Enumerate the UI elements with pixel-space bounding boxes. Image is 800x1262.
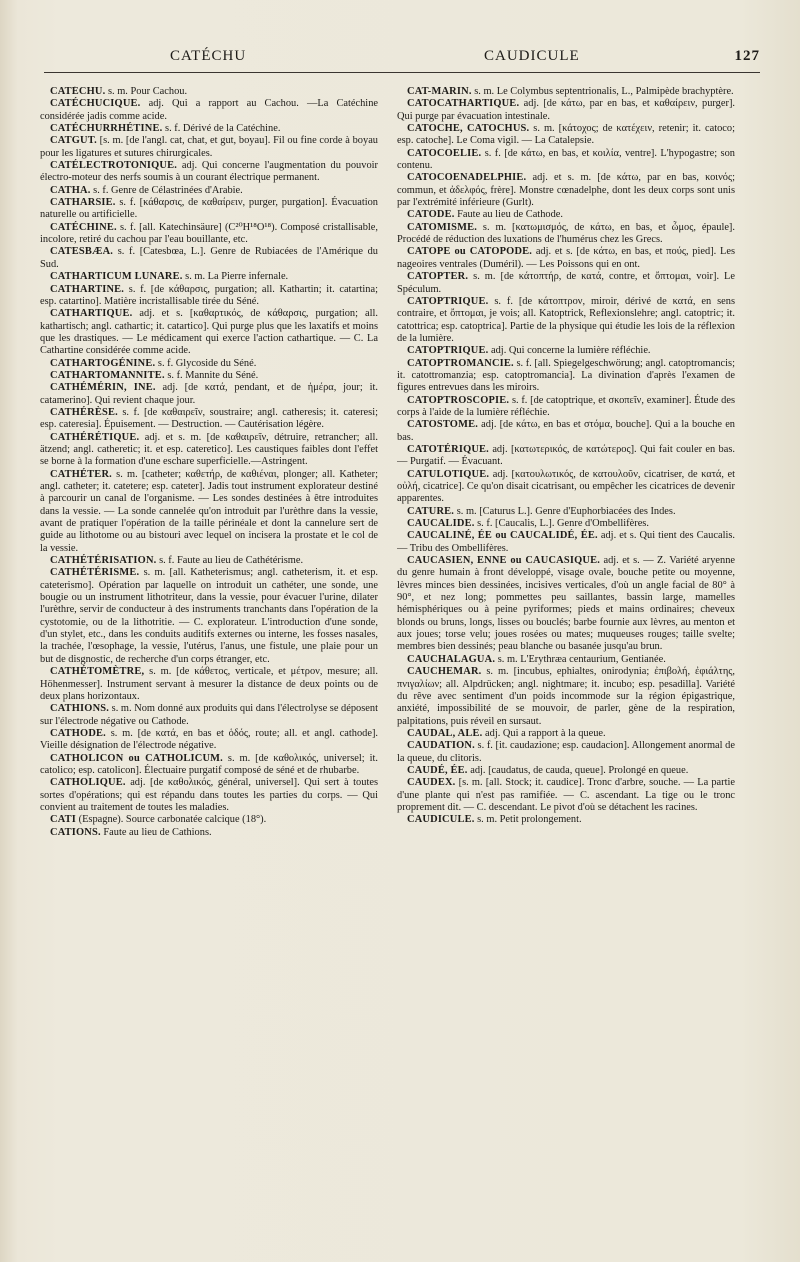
dictionary-entry	[40, 728, 378, 753]
entry-definition: adj. [de καθολικός, général, universel]. Qui sert à toutes sortes d'opérations; qui est répandu dans toutes les parties du corps. — Qui convient au traitement de toutes les maladies.	[40, 777, 378, 813]
dictionary-entry	[397, 86, 735, 98]
entry-definition: s. m. [de κάτοπτήρ, de κατά, contre, et ὄπτομαι, voir]. Le Spéculum.	[397, 271, 735, 295]
dictionary-entry	[40, 160, 378, 185]
entry-definition: (Espagne). Source carbonatée calcique (18°).	[76, 814, 267, 826]
entry-definition: s. m. [catheter; καθετήρ, de καθιέναι, plonger; all. Katheter; angl. catheter; it. catetere; esp. cateter]. Jadis tout instrument explorateur destiné à parcourir un canal de l'organisme. — Les sondes destinées à être introduites dans la vessie. — La sonde cannelée qu'on introduit par l'urèthre dans la vessie, avant de pratiquer l'opération de la taille périnéale et dont la cannelure sert de guide au lithotome ou au bistouri avec lequel on incisera la prostate et le col de la vessie.	[40, 468, 378, 554]
dictionary-entry	[397, 654, 735, 666]
entry-definition: s. f. Faute au lieu de Cathétérisme.	[156, 555, 304, 567]
entry-headword: CATESBÆA.	[50, 246, 114, 258]
dictionary-entry	[40, 370, 378, 382]
entry-definition: s. m. Pour Cachou.	[105, 86, 188, 97]
dictionary-entry	[40, 98, 378, 123]
dictionary-entry	[40, 185, 378, 197]
entry-definition: adj. et s. [de κάτω, en bas, et πούς, pied]. Les nageoires ventrales (Duméril). — Les Poissons qui en ont.	[397, 246, 735, 270]
entry-headword: CATOMISME.	[407, 221, 478, 233]
dictionary-entry	[397, 506, 735, 518]
dictionary-entry	[40, 666, 378, 703]
entry-headword: CATHA.	[50, 184, 91, 196]
dictionary-entry	[397, 345, 735, 357]
entry-headword: CATOSTOME.	[407, 419, 478, 431]
entry-definition: s. f. [it. caudazione; esp. caudacion]. Allongement anormal de la queue, du clitoris.	[397, 740, 735, 764]
entry-definition: s. f. Dérivé de la Catéchine.	[162, 123, 281, 135]
dictionary-entry	[397, 666, 735, 728]
dictionary-entry	[397, 222, 735, 247]
entry-definition: s. m. [κάτοχος; de κατέχειν, retenir; it. catoco; esp. catoche]. Le Coma vigil. — La Catalepsie.	[397, 123, 735, 147]
dictionary-entry	[40, 86, 378, 98]
dictionary-entry	[397, 777, 735, 814]
dictionary-entry	[40, 814, 378, 826]
entry-headword: CAUCALIDE.	[407, 518, 475, 530]
entry-definition: adj. [caudatus, de cauda, queue]. Prolongé en queue.	[467, 764, 689, 776]
entry-definition: adj. Qui concerne la lumière réfléchie.	[488, 345, 651, 357]
entry-definition: adj. et s. m. [de κάτω, par en bas, κοινός; commun, et ἀδελφός, frère]. Monstre cœnadelphe, dont les deux corps sont unis par l'extrémité inférieure (Gurlt).	[397, 172, 735, 209]
entry-definition: Faute au lieu de Cathions.	[100, 826, 212, 838]
left-column	[40, 86, 378, 1166]
entry-headword: CAUCHEMAR.	[407, 666, 482, 678]
dictionary-entry	[397, 98, 735, 123]
entry-definition: s. f. [de κάθαρσις, purgation; all. Kathartin; it. catartina; esp. catartino]. Matière incristallisable tirée du Séné.	[40, 283, 378, 307]
entry-definition: s. m. [κατωμισμός, de κάτω, en bas, et ὦμος, épaule]. Procédé de réduction des luxations de l'humérus chez les Grecs.	[397, 221, 735, 246]
entry-headword: CAT-MARIN.	[407, 86, 472, 97]
dictionary-entry	[397, 740, 735, 765]
entry-headword: CAUCALINÉ, ÉE ou CAUCALIDÉ, ÉE.	[407, 530, 598, 542]
running-header	[44, 42, 760, 73]
entry-headword: CATOCOELIE.	[407, 147, 482, 159]
entry-headword: CATI	[50, 814, 77, 826]
entry-definition: s. m. Nom donné aux produits qui dans l'électrolyse se déposent sur l'électrode négative ou Cathode.	[40, 703, 378, 727]
dictionary-entry	[40, 135, 378, 160]
entry-definition: s. f. [de κάτοπτρον, miroir, dérivé de κατά, en sens contraire, et ὄπτομαι, je vois; all. Katoptrick, Reflexionslehre; angl. catoptric; it. catottrica; esp. catoptrica]. Partie de la physique qui étudie les lois de la réflexion de la lumière.	[397, 295, 735, 344]
dictionary-entry	[397, 814, 735, 826]
entry-headword: CATOPTER.	[407, 271, 469, 283]
entry-definition: [s. m. [de l'angl. cat, chat, et gut, boyau]. Fil ou fine corde à boyau pour les ligatures et sutures chirurgicales.	[40, 135, 378, 159]
dictionary-entry	[40, 407, 378, 432]
entry-headword: CAUCASIEN, ENNE ou CAUCASIQUE.	[407, 555, 601, 567]
entry-definition: adj. et s. — Z. Variété aryenne du genre humain à front développé, visage ovale, bouche petite ou moyenne, lèvres minces bien dessinées, incisives verticales, d'où un angle facial de 80° à 90°, et nez long; pommettes peu saillantes, bassin large, mamelles hémisphériques ou à peine pyriformes; pieds et mains ordinaires; cheveux blonds ou bruns, longs, lisses ou bouclés; barbe fournie aux lèvres, au menton et aux joues; torse velu; joues rosées ou mates; muqueuses rouges; taille svelte; membres bien dessinés; peau blanche ou basanée jusqu'au brun.	[397, 555, 735, 653]
entry-headword: CATHARTOMANNITE.	[50, 369, 165, 381]
entry-definition: s. f. [all. Spiegelgeschwörung; angl. catoptromancis; it. catottromanzia; esp. catoptromancia]. La divination d'après l'examen de figures entrevues dans les miroirs.	[397, 357, 735, 394]
dictionary-entry	[40, 123, 378, 135]
entry-headword: CATOCHE, CATOCHUS.	[407, 123, 530, 135]
entry-headword: CATHARSIE.	[50, 197, 116, 209]
dictionary-entry	[40, 777, 378, 814]
entry-headword: CATHÉTER.	[50, 468, 112, 480]
entry-definition: s. m. [de καθολικός, universel; it. catolico; esp. catolicon]. Électuaire purgatif composé de séné et de rhubarbe.	[40, 752, 378, 776]
dictionary-entry	[40, 284, 378, 309]
entry-headword: CATOCOENADELPHIE.	[407, 172, 527, 184]
entry-definition: adj. et s. [καθαρτικός, de κάθαρσις, purgation; all. kathartisch; angl. cathartic; it. catartico]. Qui purge plus que les laxatifs et moins que les drastiques. — Le médicament qui exerce l'action cathartique. — C. La Cathartine considérée comme acide.	[40, 308, 378, 357]
entry-definition: s. m. [de κάθετος, verticale, et μέτρον, mesure; all. Höhenmesser]. Instrument servant à mesurer la distance de deux points ou de deux plans horizontaux.	[40, 666, 378, 702]
entry-definition: adj. Qui a rapport au Cachou. —La Catéchine considérée jadis comme acide.	[40, 98, 378, 122]
entry-definition: s. f. [Catesbœa, L.]. Genre de Rubiacées de l'Amérique du Sud.	[40, 246, 378, 270]
entry-headword: CATULOTIQUE.	[407, 468, 490, 480]
entry-definition: s. f. [de καθαιρεῖν, soustraire; angl. catheresis; it. cateresi; esp. cateresia]. Épuisement. — Destruction. — Cautérisation légère.	[40, 406, 378, 431]
dictionary-entry	[40, 567, 378, 666]
entry-definition: s. f. [de κάτω, en bas, et κοιλία, ventre]. L'hypogastre; son contenu.	[397, 147, 735, 172]
entry-definition: adj. [de κάτω, en bas et στόμα, bouche]. Qui a la bouche en bas.	[397, 419, 735, 443]
entry-headword: CAUDATION.	[407, 740, 475, 752]
header-first-entry: CATÉCHU	[170, 48, 247, 64]
entry-headword: CATURE.	[407, 505, 455, 517]
entry-headword: CATÉCHUCIQUE.	[50, 98, 141, 110]
entry-definition: adj. et s. Qui tient des Caucalis. — Tribu des Ombellifères.	[397, 530, 735, 554]
entry-headword: CATOPTROMANCIE.	[407, 357, 514, 369]
entry-headword: CATHARTIQUE.	[50, 308, 133, 320]
entry-headword: CATOPTROSCOPIE.	[407, 394, 510, 406]
entry-headword: CATOPTRIQUE.	[407, 345, 489, 357]
entry-headword: CATODE.	[407, 209, 455, 221]
entry-headword: CATHARTOGÉNINE.	[50, 357, 156, 369]
right-column	[397, 86, 735, 1166]
dictionary-entry	[40, 308, 378, 357]
dictionary-entry	[40, 246, 378, 271]
entry-definition: s. m. [incubus, ephialtes, onirodynia; ἐπιβολή, ἐφιάλτης, πνιγαλίων; all. Alpdrücken; angl. nightmare; it. incubo; esp. pesadilla]. Variété du rêve avec sentiment d'un poids incommode sur la région épigastrique, anxiété, impossibilité de se mouvoir, de parler, gène de la respiration, palpitations, puis réveil en sursaut.	[397, 666, 735, 727]
entry-headword: CATHÉRÈSE.	[50, 406, 118, 418]
entry-headword: CATHOLICON ou CATHOLICUM.	[50, 752, 223, 764]
entry-definition: adj. [de κάτω, par en bas, et καθαίρειν, purger]. Qui purge par évacuation intestinale.	[397, 98, 735, 122]
entry-headword: CAUCHALAGUA.	[407, 653, 496, 665]
dictionary-entry	[397, 469, 735, 506]
dictionary-entry	[40, 358, 378, 370]
entry-definition: s. f. [de catoptrique, et σκοπεῖν, examiner]. Étude des corps à l'aide de la lumière réfléchie.	[397, 394, 735, 418]
entry-headword: CATÉCHURRHÉTINE.	[50, 123, 163, 135]
entry-headword: CATHÉTÉRISATION.	[50, 555, 157, 567]
entry-headword: CATHODE.	[50, 727, 106, 739]
dictionary-entry	[397, 518, 735, 530]
entry-definition: adj. et s. m. [de καθαιρεῖν, détruire, retrancher; all. ätzend; angl. catheretic; it. et esp. cateretico]. Les caustiques faibles dont l'effet se borne à la formation d'une eschare superficielle.—Astringent.	[40, 431, 378, 468]
dictionary-entry	[40, 703, 378, 728]
entry-definition: s. f. Mannite du Séné.	[164, 369, 259, 381]
dictionary-entry	[40, 382, 378, 407]
entry-definition: s. m. [de κατά, en bas et ὁδός, route; all. et angl. cathode]. Vieille désignation de l'électrode négative.	[40, 727, 378, 752]
entry-headword: CATIONS.	[50, 826, 101, 838]
page-number: 127	[734, 48, 760, 64]
entry-headword: CAUDAL, ALE.	[407, 727, 483, 739]
dictionary-entry	[40, 469, 378, 555]
dictionary-entry	[40, 271, 378, 283]
dictionary-entry	[397, 444, 735, 469]
dictionary-entry	[397, 358, 735, 395]
dictionary-entry	[397, 172, 735, 209]
dictionary-entry	[397, 555, 735, 654]
entry-definition: s. m. [all. Katheterismus; angl. catheterism, it. et esp. cateterismo]. Opération par laquelle on introduit un cathéter, une sonde, une bougie ou un instrument lithotriteur, dans la vessie, pour évacuer l'urine, dilater l'urèthre, servir de conducteur à des instruments tranchants dans l'opération de la cystotomie, ou de la lithotritie. — C. explorateur. L'introduction d'une sonde, d'un stylet, etc., dans les conduits auditifs externes ou interne, les fosses nasales, la trachée, l'œsophage, la vessie, l'utérus, l'anus, une fistule, une plaie pour un but de disgnostic, de recherche d'un corps étranger, etc.	[40, 567, 378, 665]
entry-headword: CATOPTRIQUE.	[407, 295, 489, 307]
dictionary-entry	[397, 395, 735, 420]
entry-definition: s. m. L'Erythræa centaurium, Gentianée.	[495, 653, 666, 665]
entry-headword: CATHARTICUM LUNARE.	[50, 271, 183, 283]
entry-definition: Faute au lieu de Cathode.	[454, 209, 563, 221]
dictionary-entry	[40, 555, 378, 567]
dictionary-entry	[40, 197, 378, 222]
entry-definition: [s. m. [all. Stock; it. caudice]. Tronc d'arbre, souche. — La partie d'une plante qui n'est pas ramifiée. — C. ascendant. La tige ou le tronc proprement dit. — C. descendant. Le pivot d'où se détachent les racines.	[397, 777, 735, 813]
header-last-entry: CAUDICULE	[484, 48, 580, 64]
entry-definition: s. m. Le Colymbus septentrionalis, L., Palmipède brachyptère.	[471, 86, 734, 97]
dictionary-entry	[397, 530, 735, 555]
entry-definition: adj. [κατουλωτικός, de κατουλοῦν, cicatriser, de κατά, et οὐλή, cicatrice]. Ce qu'on disait cicatrisant, ou empêcher les cicatrices de devenir apparentes.	[397, 468, 735, 505]
entry-headword: CATÉLECTROTONIQUE.	[50, 160, 178, 172]
entry-headword: CAUDEX.	[407, 777, 456, 789]
entry-headword: CATOTÉRIQUE.	[407, 443, 489, 455]
dictionary-entry	[397, 419, 735, 444]
dictionary-entry	[397, 123, 735, 148]
dictionary-entry	[40, 827, 378, 839]
entry-definition: s. f. [κάθαρσις, de καθαίρειν, purger, purgation]. Évacuation naturelle ou artificielle.	[40, 197, 378, 221]
entry-headword: CATHIONS.	[50, 703, 110, 715]
entry-definition: adj. [de κατά, pendant, et de ἡμέρα, jour; it. catamerino]. Qui revient chaque jour.	[40, 382, 378, 406]
entry-headword: CATGUT.	[50, 135, 97, 147]
entry-definition: s. f. [all. Katechinsäure] (C²⁰H¹⁸O¹⁸). Composé cristallisable, incolore, retiré du cachou par l'eau bouillante, etc.	[40, 221, 378, 246]
dictionary-entry	[397, 296, 735, 345]
entry-headword: CATHÉMÉRIN, INE.	[50, 382, 156, 394]
entry-headword: CATÉCHINE.	[50, 221, 117, 233]
entry-headword: CAUDICULE.	[407, 814, 475, 826]
entry-headword: CATHÉRÉTIQUE.	[50, 431, 140, 443]
entry-headword: CATHÉTÉRISME.	[50, 567, 140, 579]
dictionary-entry	[397, 765, 735, 777]
entry-headword: CATHARTINE.	[50, 283, 125, 295]
entry-definition: s. m. [Caturus L.]. Genre d'Euphorbiacées des Indes.	[454, 505, 676, 517]
dictionary-entry	[397, 271, 735, 296]
entry-headword: CATÉCHU.	[50, 86, 106, 97]
entry-definition: adj. Qui a rapport à la queue.	[482, 727, 606, 739]
entry-headword: CATHOLIQUE.	[50, 777, 126, 789]
dictionary-entry	[40, 753, 378, 778]
dictionary-entry	[397, 246, 735, 271]
entry-definition: s. f. Glycoside du Séné.	[155, 357, 257, 369]
entry-definition: s. f. Genre de Célastrinées d'Arabie.	[90, 184, 243, 196]
entry-headword: CATOCATHARTIQUE.	[407, 98, 520, 110]
entry-headword: CATHÉTOMÈTRE,	[50, 666, 145, 678]
entry-headword: CATOPE ou CATOPODE.	[407, 246, 533, 258]
dictionary-entry	[397, 148, 735, 173]
entry-definition: adj. Qui concerne l'augmentation du pouvoir électro-moteur des nerfs soumis à un courant électrique permanent.	[40, 160, 378, 184]
entry-definition: s. f. [Caucalis, L.]. Genre d'Ombellifères.	[474, 518, 649, 530]
dictionary-entry	[397, 209, 735, 221]
entry-definition: adj. [κατωτερικός, de κατώτερος]. Qui fait couler en bas. — Purgatif. — Évacuant.	[397, 443, 735, 468]
dictionary-entry	[40, 222, 378, 247]
dictionary-entry	[40, 432, 378, 469]
entry-definition: s. m. La Pierre infernale.	[182, 271, 289, 283]
entry-definition: s. m. Petit prolongement.	[474, 814, 582, 826]
entry-headword: CAUDÉ, ÉE.	[407, 764, 468, 776]
dictionary-entry	[397, 728, 735, 740]
